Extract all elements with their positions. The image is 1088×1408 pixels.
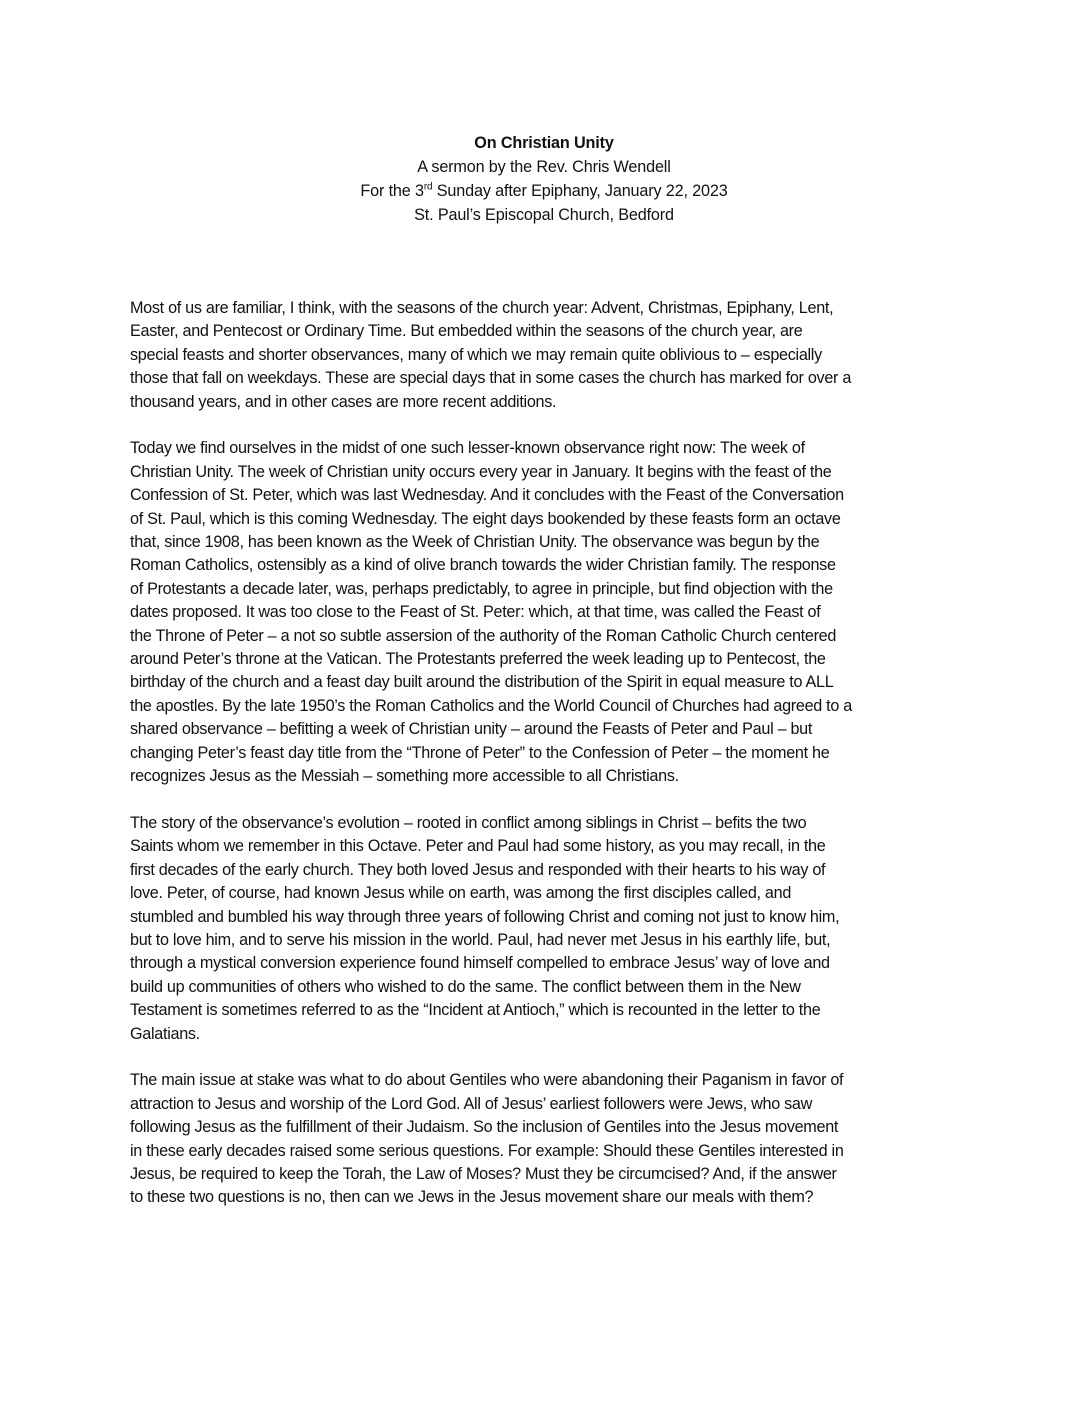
sermon-byline: A sermon by the Rev. Chris Wendell — [417, 158, 671, 176]
occasion-superscript: rd — [423, 181, 433, 193]
paragraph-line: changing Peter’s feast day title from the “Throne of Peter” to the Confession of Peter – the moment he — [130, 743, 830, 762]
sermon-church: St. Paul’s Episcopal Church, Bedford — [414, 206, 674, 224]
paragraph-line: Saints whom we remember in this Octave. Peter and Paul had some history, as you may recall, in the — [130, 837, 826, 856]
paragraph-line: birthday of the church and a feast day built around the distribution of the Spirit in equal measure to ALL — [130, 673, 834, 692]
paragraph-line: The main issue at stake was what to do about Gentiles who were abandoning their Paganism in favor of — [130, 1071, 844, 1090]
paragraph-line: stumbled and bumbled his way through three years of following Christ and coming not just to know him, — [130, 907, 840, 926]
paragraph-line: Most of us are familiar, I think, with the seasons of the church year: Advent, Christmas, Epiphany, Lent, — [130, 299, 834, 317]
sermon-occasion — [130, 179, 958, 203]
paragraph-line: dates proposed. It was too close to the Feast of St. Peter: which, at that time, was called the Feast of — [130, 603, 821, 622]
occasion-prefix: For the 3 — [360, 182, 424, 200]
paragraph-line: love. Peter, of course, had known Jesus while on earth, was among the first disciples called, and — [130, 884, 792, 903]
paragraph-line: those that fall on weekdays. These are special days that in some cases the church has marked for over a — [130, 369, 852, 388]
paragraph-line: that, since 1908, has been known as the Week of Christian Unity. The observance was begun by the — [130, 533, 820, 552]
paragraph-line: build up communities of others who wished to do the same. The conflict between them in the New — [130, 977, 801, 996]
paragraph — [130, 297, 961, 414]
paragraph-line: following Jesus as the fulfillment of their Judaism. So the inclusion of Gentiles into the Jesus movement — [130, 1118, 839, 1137]
paragraph-line: through a mystical conversion experience found himself compelled to embrace Jesus’ way of love and — [130, 954, 830, 973]
paragraph-line: special feasts and shorter observances, many of which we may remain quite oblivious to – especially — [130, 345, 822, 364]
paragraph-line: of Protestants a decade later, was, perhaps predictably, to agree in principle, but find objection with the — [130, 579, 833, 598]
paragraph-line: attraction to Jesus and worship of the Lord God. All of Jesus’ earliest followers were Jews, who saw — [130, 1094, 812, 1113]
paragraph-line: to these two questions is no, then can we Jews in the Jesus movement share our meals with them? — [130, 1188, 814, 1207]
paragraph-line: Confession of St. Peter, which was last Wednesday. And it concludes with the Feast of the Conversation — [130, 486, 844, 505]
paragraph — [130, 812, 961, 1046]
paragraph — [130, 437, 961, 788]
sermon-title: On Christian Unity — [474, 134, 614, 152]
paragraph-line: in these early decades raised some serious questions. For example: Should these Gentiles interested in — [130, 1141, 844, 1160]
paragraph — [130, 1069, 961, 1209]
paragraph-line: of St. Paul, which is this coming Wednesday. The eight days bookended by these feasts form an octave — [130, 509, 841, 528]
paragraph-line: Christian Unity. The week of Christian unity occurs every year in January. It begins with the feast of the — [130, 462, 832, 481]
paragraph-line: thousand years, and in other cases are more recent additions. — [130, 392, 557, 411]
paragraph-line: Testament is sometimes referred to as the “Incident at Antioch,” which is recounted in the letter to the — [130, 1001, 821, 1020]
occasion-suffix: Sunday after Epiphany, January 22, 2023 — [432, 182, 728, 200]
paragraph-line: but to love him, and to serve his mission in the world. Paul, had never met Jesus in his earthly life, but, — [130, 930, 831, 949]
sermon-body — [130, 297, 961, 1233]
paragraph-line: the Throne of Peter – a not so subtle assersion of the authority of the Roman Catholic Church centered — [130, 626, 837, 645]
paragraph-line: The story of the observance’s evolution – rooted in conflict among siblings in Christ – befits the two — [130, 813, 807, 832]
paragraph-line: Galatians. — [130, 1024, 200, 1043]
paragraph-line: Easter, and Pentecost or Ordinary Time. But embedded within the seasons of the church year, are — [130, 322, 803, 341]
paragraph-line: around Peter’s throne at the Vatican. The Protestants preferred the week leading up to Pentecost, the — [130, 650, 826, 669]
paragraph-line: Today we find ourselves in the midst of one such lesser-known observance right now: The week of — [130, 439, 805, 458]
paragraph-line: recognizes Jesus as the Messiah – something more accessible to all Christians. — [130, 767, 679, 786]
paragraph-line: first decades of the early church. They both loved Jesus and responded with their hearts to his way of — [130, 860, 826, 879]
paragraph-line: shared observance – befitting a week of Christian unity – around the Feasts of Peter and Paul – but — [130, 720, 813, 739]
paragraph-line: Roman Catholics, ostensibly as a kind of olive branch towards the wider Christian family. The response — [130, 556, 836, 575]
paragraph-line: the apostles. By the late 1950’s the Roman Catholics and the World Council of Churches had agreed to a — [130, 696, 852, 715]
sermon-header — [130, 131, 958, 227]
paragraph-line: Jesus, be required to keep the Torah, the Law of Moses? Must they be circumcised? And, if the answer — [130, 1164, 837, 1183]
